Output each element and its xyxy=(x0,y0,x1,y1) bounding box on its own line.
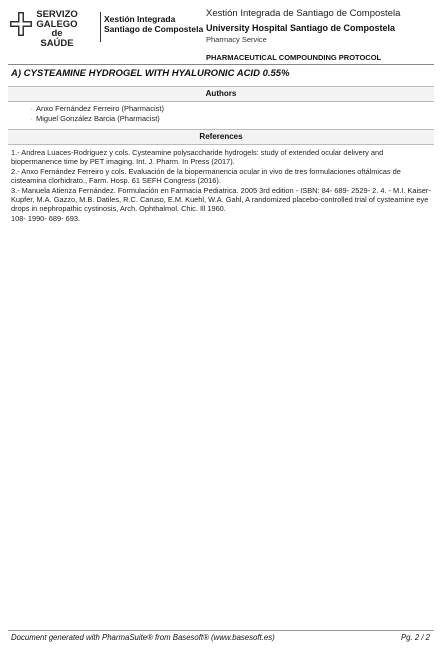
author-item: · Anxo Fernández Ferreiro (Pharmacist) xyxy=(30,104,164,114)
logo-name-line: Santiago de Compostela xyxy=(104,24,204,34)
footer-divider xyxy=(8,630,434,631)
logo-name-line: Xestión Integrada xyxy=(104,14,176,24)
logo-line: de SAÚDE xyxy=(40,28,74,49)
reference-item: 1.- Andrea Luaces-Rodriguez y cols. Cysteamine polysaccharide hydrogels: study of extended ocular delivery and biopermanence time by PET imaging. Int. J. Pharm. In Press (2017). xyxy=(11,148,384,167)
reference-item: 108- 1990- 689- 693. xyxy=(11,213,81,223)
footer-generated-note: Document generated with PharmaSuite® from Basesoft® (www.basesoft.es) xyxy=(11,633,275,642)
header-divider xyxy=(8,64,434,65)
logo-line: SERVIZO xyxy=(36,9,78,20)
reference-item: 2.- Anxo Fernández Ferreiro y cols. Evaluación de la biopermanencia ocular in vivo de tres formulaciones oftálmicas de cisteamina clorhidrato., Farm. Hosp. 61 SEFH Congress (2016). xyxy=(11,166,401,186)
sergas-logo-text xyxy=(36,10,78,48)
authors-list xyxy=(30,104,164,124)
logo-line: GALEGO xyxy=(36,18,78,30)
authors-heading: Authors xyxy=(8,86,434,102)
document-title: A) CYSTEAMINE HYDROGEL WITH HYALURONIC ACID 0.55% xyxy=(11,68,290,79)
references-heading: References xyxy=(8,129,434,145)
institution-name: Xestión Integrada de Santiago de Compostela xyxy=(206,8,401,19)
hospital-name: University Hospital Santiago de Compostela xyxy=(206,23,396,33)
service-name: Pharmacy Service xyxy=(206,35,267,44)
xestion-logo-text xyxy=(104,14,203,34)
institution-block xyxy=(206,8,400,62)
reference-item: 3.- Manuela Atienza Fernández. Formulación en Farmacia Pediatrica. 2005 3rd edition - ISBN: 84- 689- 2529- 2. 4. - M.I. Kaiser-Kupfer, M.A. Gazzo, M.B. Datiles, R.C. Caruso, E.M. Kuehl, W.A. Gahl, A randomized placebo-controlled trial of cysteamine eye drops in nephropathic cystinosis, Arch. Ophthalmol. Chic. Ill 1960. xyxy=(11,185,431,214)
protocol-label: PHARMACEUTICAL COMPOUNDING PROTOCOL xyxy=(206,53,382,62)
document-header xyxy=(8,6,436,62)
logo-divider xyxy=(100,12,101,42)
author-item: · Miguel González Barcia (Pharmacist) xyxy=(30,114,164,124)
sergas-cross-icon xyxy=(10,12,32,36)
page-number: Pg. 2 / 2 xyxy=(400,633,430,642)
references-list xyxy=(11,148,435,223)
